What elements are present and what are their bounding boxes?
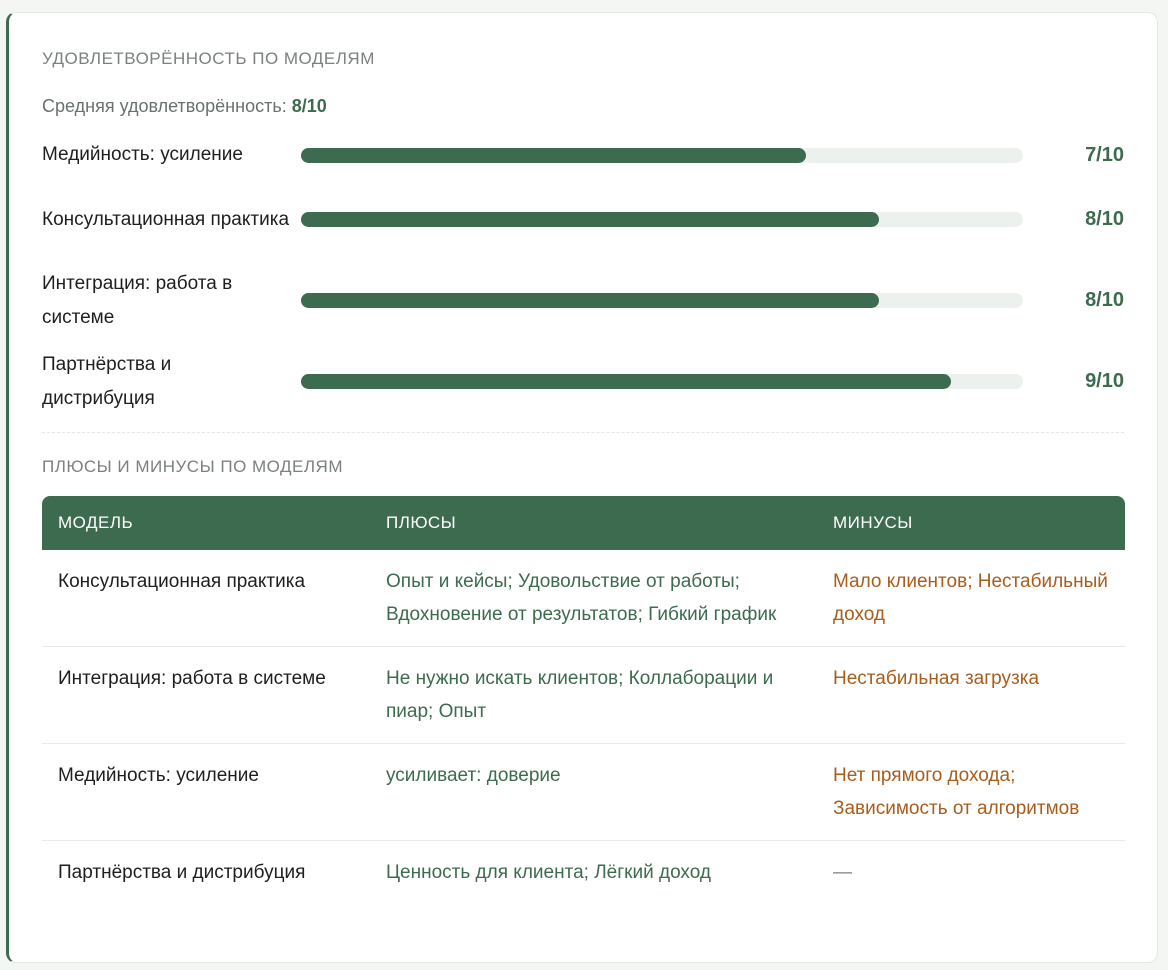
cell-pros: Ценность для клиента; Лёгкий доход — [386, 862, 711, 883]
satisfaction-bar-track — [301, 374, 1023, 389]
table-header-row — [42, 496, 1125, 550]
table-row — [42, 841, 1125, 904]
table-row — [42, 550, 1125, 647]
cell-pros: Не нужно искать клиентов; Коллаборации и пиар; Опыт — [370, 647, 817, 744]
cell-model: Интеграция: работа в системе — [42, 647, 370, 744]
cell-pros: усиливает: доверие — [370, 744, 817, 841]
satisfaction-rows — [42, 131, 1124, 422]
table-row — [42, 744, 1125, 841]
satisfaction-row-value: 7/10 — [1085, 143, 1124, 166]
table-row — [42, 647, 1125, 744]
satisfaction-bar-track — [301, 212, 1023, 227]
satisfaction-bar-fill — [301, 212, 879, 227]
cell-model: Консультационная практика — [42, 550, 370, 647]
satisfaction-bar-fill — [301, 293, 879, 308]
satisfaction-row-label: Интеграция: работа в системе — [42, 272, 233, 328]
average-satisfaction-label: Средняя удовлетворённость: — [42, 96, 287, 116]
cell-cons: — — [833, 862, 852, 883]
satisfaction-row-value: 8/10 — [1085, 289, 1124, 311]
satisfaction-bar-track — [301, 148, 1023, 163]
satisfaction-row-value: 9/10 — [1085, 370, 1124, 392]
satisfaction-bar-fill — [301, 374, 951, 389]
cell-pros: Опыт и кейсы; Удовольствие от работы; Вдохновение от результатов; Гибкий график — [370, 550, 817, 647]
cell-cons: Нестабильная загрузка — [817, 647, 1125, 744]
satisfaction-row-value: 8/10 — [1085, 208, 1124, 230]
satisfaction-bar-fill — [301, 148, 806, 163]
satisfaction-bar-track — [301, 293, 1023, 308]
cell-model: Медийность: усиление — [42, 744, 370, 841]
satisfaction-row-label: Консультационная практика — [42, 208, 290, 230]
section-divider — [42, 432, 1124, 433]
satisfaction-row — [42, 179, 1124, 260]
satisfaction-section-title: УДОВЛЕТВОРЁННОСТЬ ПО МОДЕЛЯМ — [42, 49, 375, 68]
satisfaction-row-label: Медийность: усиление — [42, 144, 243, 165]
cell-cons: Нет прямого дохода; Зависимость от алгоритмов — [817, 744, 1125, 841]
average-satisfaction — [42, 95, 1124, 117]
satisfaction-row — [42, 131, 1124, 179]
average-satisfaction-value: 8/10 — [291, 96, 327, 116]
satisfaction-row-label: Партнёрства и дистрибуция — [42, 353, 172, 409]
pros-cons-table — [42, 496, 1125, 904]
satisfaction-row — [42, 260, 1124, 341]
models-card — [6, 12, 1158, 963]
column-header-pros: ПЛЮСЫ — [370, 496, 817, 550]
column-header-cons: МИНУСЫ — [817, 496, 1125, 550]
cell-model: Партнёрства и дистрибуция — [58, 862, 306, 883]
pros-cons-section-title: ПЛЮСЫ И МИНУСЫ ПО МОДЕЛЯМ — [42, 457, 343, 476]
satisfaction-row — [42, 341, 1124, 422]
column-header-model: МОДЕЛЬ — [42, 496, 370, 550]
cell-cons: Мало клиентов; Нестабильный доход — [817, 550, 1125, 647]
